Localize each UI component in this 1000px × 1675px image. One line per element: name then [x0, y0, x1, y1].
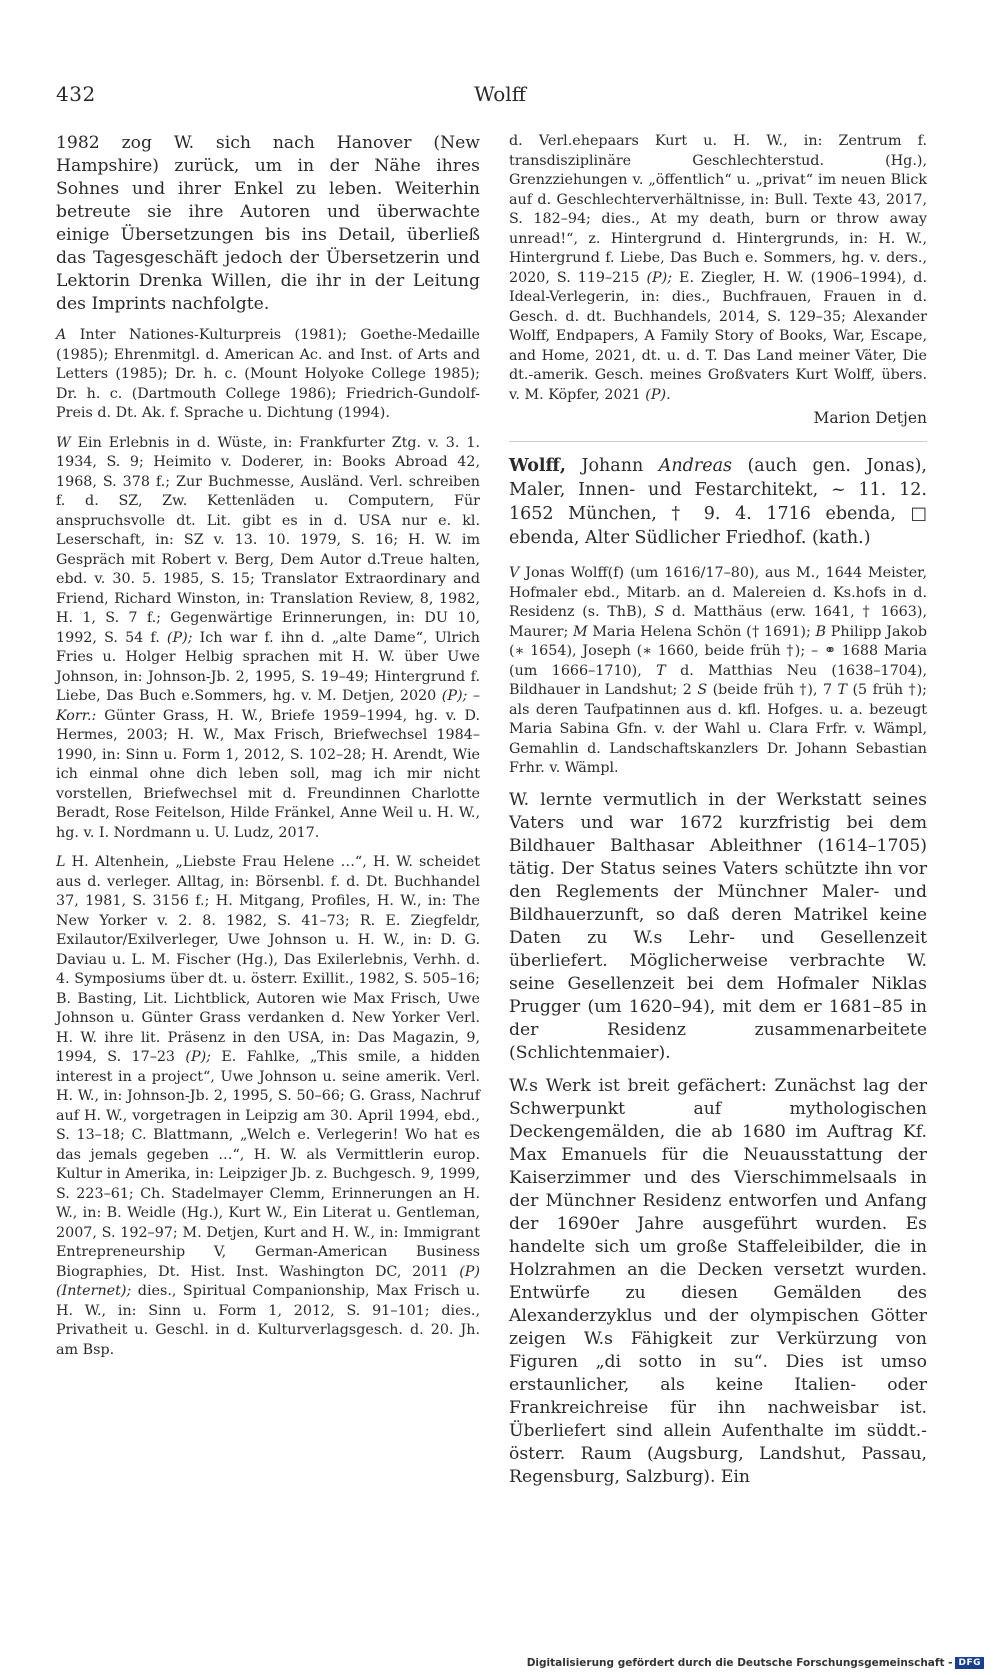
awards-sigle: A	[56, 327, 67, 343]
running-head: Wolff	[474, 82, 526, 106]
career-paragraph: W. lernte vermutlich in der Werkstatt seines Vaters und war 1672 kurzfristig bei dem Bildhauer Balthasar Ableithner (1614–1705) tätig. Der Status seines Vaters schützte ihn vor den Reglements der Münchner Maler- und Bildhauerzunft, so daß deren Matrikel keine Daten zu W.s Lehr- und Gesellenzeit überliefert. Möglicherweise verbrachte W. seine Gesellenzeit bei dem Hofmaler Niklas Prugger (um 1620–94), mit dem er 1681–85 in der Residenz zusammenarbeitete (Schlichtenmaier).	[509, 789, 927, 1063]
entry-divider	[509, 441, 927, 442]
works-sigle: W	[56, 434, 71, 451]
genealogy-section: V Jonas Wolff(f) (um 1616/17–80), aus M., 1644 Meister, Hofmaler ebd., Mitarb. an d. Malereien d. Ks.hofs in d. Residenz (s. ThB), S d. Matthäus (erw. 1641, † 1663), Maurer; M Maria Helena Schön († 1691); B Philipp Jakob (∗ 1654), Joseph (∗ 1660, beide früh †); – ⚭ 1688 Maria (um 1666–1710), T d. Matthias Neu (1638–1704), Bildhauer in Landshut; 2 S (beide früh †), 7 T (5 früh †); als deren Taufpatinnen aus d. kfl. Hofges. u. a. bezeugt Maria Sabina Gfn. v. der Wahl u. Clara Frfr. v. Wämpl, Gemahlin d. Landschaftskanzlers Dr. Johann Sebastian Frhr. v. Wämpl.	[509, 565, 928, 776]
literature-continued: d. Verl.ehepaars Kurt u. H. W., in: Zentrum f. transdisziplinäre Geschlechterstud. (Hg.), Grenzziehungen v. „öffentlich“ u. „privat“ im neuen Blick auf d. Geschlechterverhältnisse, in: Bull. Texte 43, 2017, S. 182–94; dies., At my death, burn or throw away unread!“, z. Hintergrund d. Hintergrunds, in: H. W., Hintergrund f. Liebe, Das Buch e. Sommers, hg. v. ders., 2020, S. 119–215 (P); E. Ziegler, H. W. (1906–1994), d. Ideal-Verlegerin, in: dies., Buchfrauen, Frauen in d. Gesch. d. dt. Buchhandels, 2014, S. 129–35; Alexander Wolff, Endpapers, A Family Story of Books, War, Escape, and Home, 2021, dt. u. d. T. Das Land meiner Väter, Die dt.-amerik. Gesch. meines Großvaters Kurt Wolff, übers. v. M. Köpfer, 2021 (P).	[509, 133, 927, 403]
works-section: W Ein Erlebnis in d. Wüste, in: Frankfurter Ztg. v. 3. 1. 1934, S. 9; Heimito v. Doderer, in: Books Abroad 42, 1968, S. 378 f.; Zur Buchmesse, Ausländ. Verl. schreiben f. d. SZ, Zw. Kettenläden u. Computern, Für anspruchsvolle dt. Lit. gibt es in d. USA nur e. kl. Leserschaft, in: SZ v. 13. 10. 1979, S. 16; H. W. im Gespräch mit Robert v. Berg, Dem Autor d.Treue halten, ebd. v. 30. 5. 1985, S. 15; Translator Extraordinary and Friend, Richard Winston, in: Translation Review, 8, 1982, H. 1, S. 7 f.; Gegenwärtige Erinnerungen, in: DU 10, 1992, S. 54 f. (P); Ich war f. ihn d. „alte Dame“, Ulrich Fries u. Holger Helbig sprachen mit H. W. über Uwe Johnson, in: Johnson-Jb. 2, 1995, S. 19–49; Hintergrund f. Liebe, Das Buch e.Sommers, hg. v. M. Detjen, 2020 (P); – Korr.: Günter Grass, H. W., Briefe 1959–1994, hg. v. D. Hermes, 2003; H. W., Max Frisch, Briefwechsel 1984–1990, in: Sinn u. Form 1, 2012, S. 102–28; H. Arendt, Wie ich einmal ohne dich leben soll, mag ich mir nicht vorstellen, Briefwechsel mit d. Freundinnen Charlotte Beradt, Rose Feitelson, Hilde Fränkel, Anne Weil u. H. W., hg. v. I. Nordmann u. U. Ludz, 2017.	[56, 434, 480, 841]
article-author: Marion Detjen	[813, 409, 927, 427]
footer-text: Digitalisierung gefördert durch die Deutsche Forschungsgemeinschaft -	[526, 1657, 953, 1669]
entry-heading: Wolff, Johann Andreas (auch gen. Jonas), Maler, Innen- und Festarchitekt, ~ 11. 12. 1652 München, † 9. 4. 1716 ebenda, □ ebenda, Alter Südlicher Friedhof. (kath.)	[509, 456, 927, 548]
entry-given-name: Andreas	[658, 456, 732, 476]
entry-surname: Wolff,	[509, 456, 567, 476]
works-paragraph: W.s Werk ist breit gefächert: Zunächst lag der Schwerpunkt auf mythologischen Deckengemälden, die ab 1680 im Auftrag Kf. Max Emanuels für die Neuausstattung der Kaiserzimmer und des Vierschimmelsaals in der Münchner Residenz entworfen und Anfang der 1690er Jahre ausgeführt wurden. Es handelte sich um große Staffeleibilder, die in Holzrahmen an die Decken versetzt wurden. Entwürfe zu diesen Gemälden des Alexanderzyklus und der olympischen Götter zeigen W.s Fähigkeit zur Verkürzung von Figuren „di sotto in su“. Dies ist umso erstaunlicher, als keine Italien- oder Frankreichreise für ihn nachweisbar ist. Überliefert sind allein Aufenthalte im süddt.-österr. Raum (Augsburg, Landshut, Passau, Regensburg, Salzburg). Ein	[509, 1075, 927, 1487]
awards-section	[56, 326, 480, 424]
dfg-logo: DFG	[955, 1657, 984, 1669]
page-number: 432	[56, 82, 96, 106]
biography-paragraph: 1982 zog W. sich nach Hanover (New Hampshire) zurück, um in der Nähe ihres Sohnes und ihrer Enkel zu leben. Weiterhin betreute sie ihre Autoren und überwachte einige Übersetzungen bis ins Detail, überließ das Tagesgeschäft jedoch der Übersetzerin und Lektorin Drenka Willen, die ihr in der Leitung des Imprints nachfolgte.	[56, 133, 480, 314]
literature-sigle: L	[56, 854, 66, 870]
awards-text: Inter Nationes-Kulturpreis (1981); Goethe-Medaille (1985); Ehrenmitgl. d. American Ac. and Inst. of Arts and Letters (1985); Dr. h. c. (Mount Holyoke College 1985); Dr. h. c. (Dartmouth College 1986); Friedrich-Gundolf-Preis d. Dt. Ak. f. Sprache u. Dichtung (1994).	[56, 327, 480, 421]
right-column	[509, 132, 927, 1489]
page-header	[0, 82, 1000, 112]
footer	[527, 1657, 984, 1669]
left-column	[56, 132, 480, 1360]
literature-section: L H. Altenhein, „Liebste Frau Helene …“, H. W. scheidet aus d. verleger. Alltag, in: Börsenbl. f. d. Dt. Buchhandel 37, 1981, S. 3156 f.; H. Mitgang, Profiles, H. W., in: The New Yorker v. 2. 8. 1982, S. 41–73; R. E. Ziegfeldr, Exilautor/Exilverleger, Uwe Johnson u. H. W., in: D. G. Daviau u. L. M. Fischer (Hg.), Das Exilerlebnis, Verhh. d. 4. Symposiums über dt. u. österr. Exillit., 1982, S. 505–16; B. Basting, Lit. Lichtblick, Autoren wie Max Frisch, Uwe Johnson u. Günter Grass verdanken d. New Yorker Verl. H. W. ihre lit. Präsenz in den USA, in: Das Magazin, 9, 1994, S. 17–23 (P); E. Fahlke, „This smile, a hidden interest in a project“, Uwe Johnson u. seine amerik. Verl. H. W., in: Johnson-Jb. 2, 1995, S. 50–66; G. Grass, Nachruf auf H. W., vorgetragen in Leipzig am 30. April 1994, ebd., S. 13–18; C. Blattmann, „Welch e. Verlegerin! Wo hat es das jemals gegeben …“, H. W. als Vermittlerin europ. Kultur in Amerika, in: Leipziger Jb. z. Buchgesch. 9, 1999, S. 223–61; Ch. Stadelmayer Clemm, Erinnerungen an H. W., in: B. Weidle (Hg.), Kurt W., Ein Literat u. Gentleman, 2007, S. 192–97; M. Detjen, Kurt and H. W., in: Immigrant Entrepreneurship V, German-American Business Biographies, Dt. Hist. Inst. Washington DC, 2011 (P) (Internet); dies., Spiritual Companionship, Max Frisch u. H. W., in: Sinn u. Form 1, 2012, S. 91–101; dies., Privatheit u. Geschl. in d. Kulturverlagsgesch. d. 20. Jh. am Bsp.	[56, 854, 480, 1358]
